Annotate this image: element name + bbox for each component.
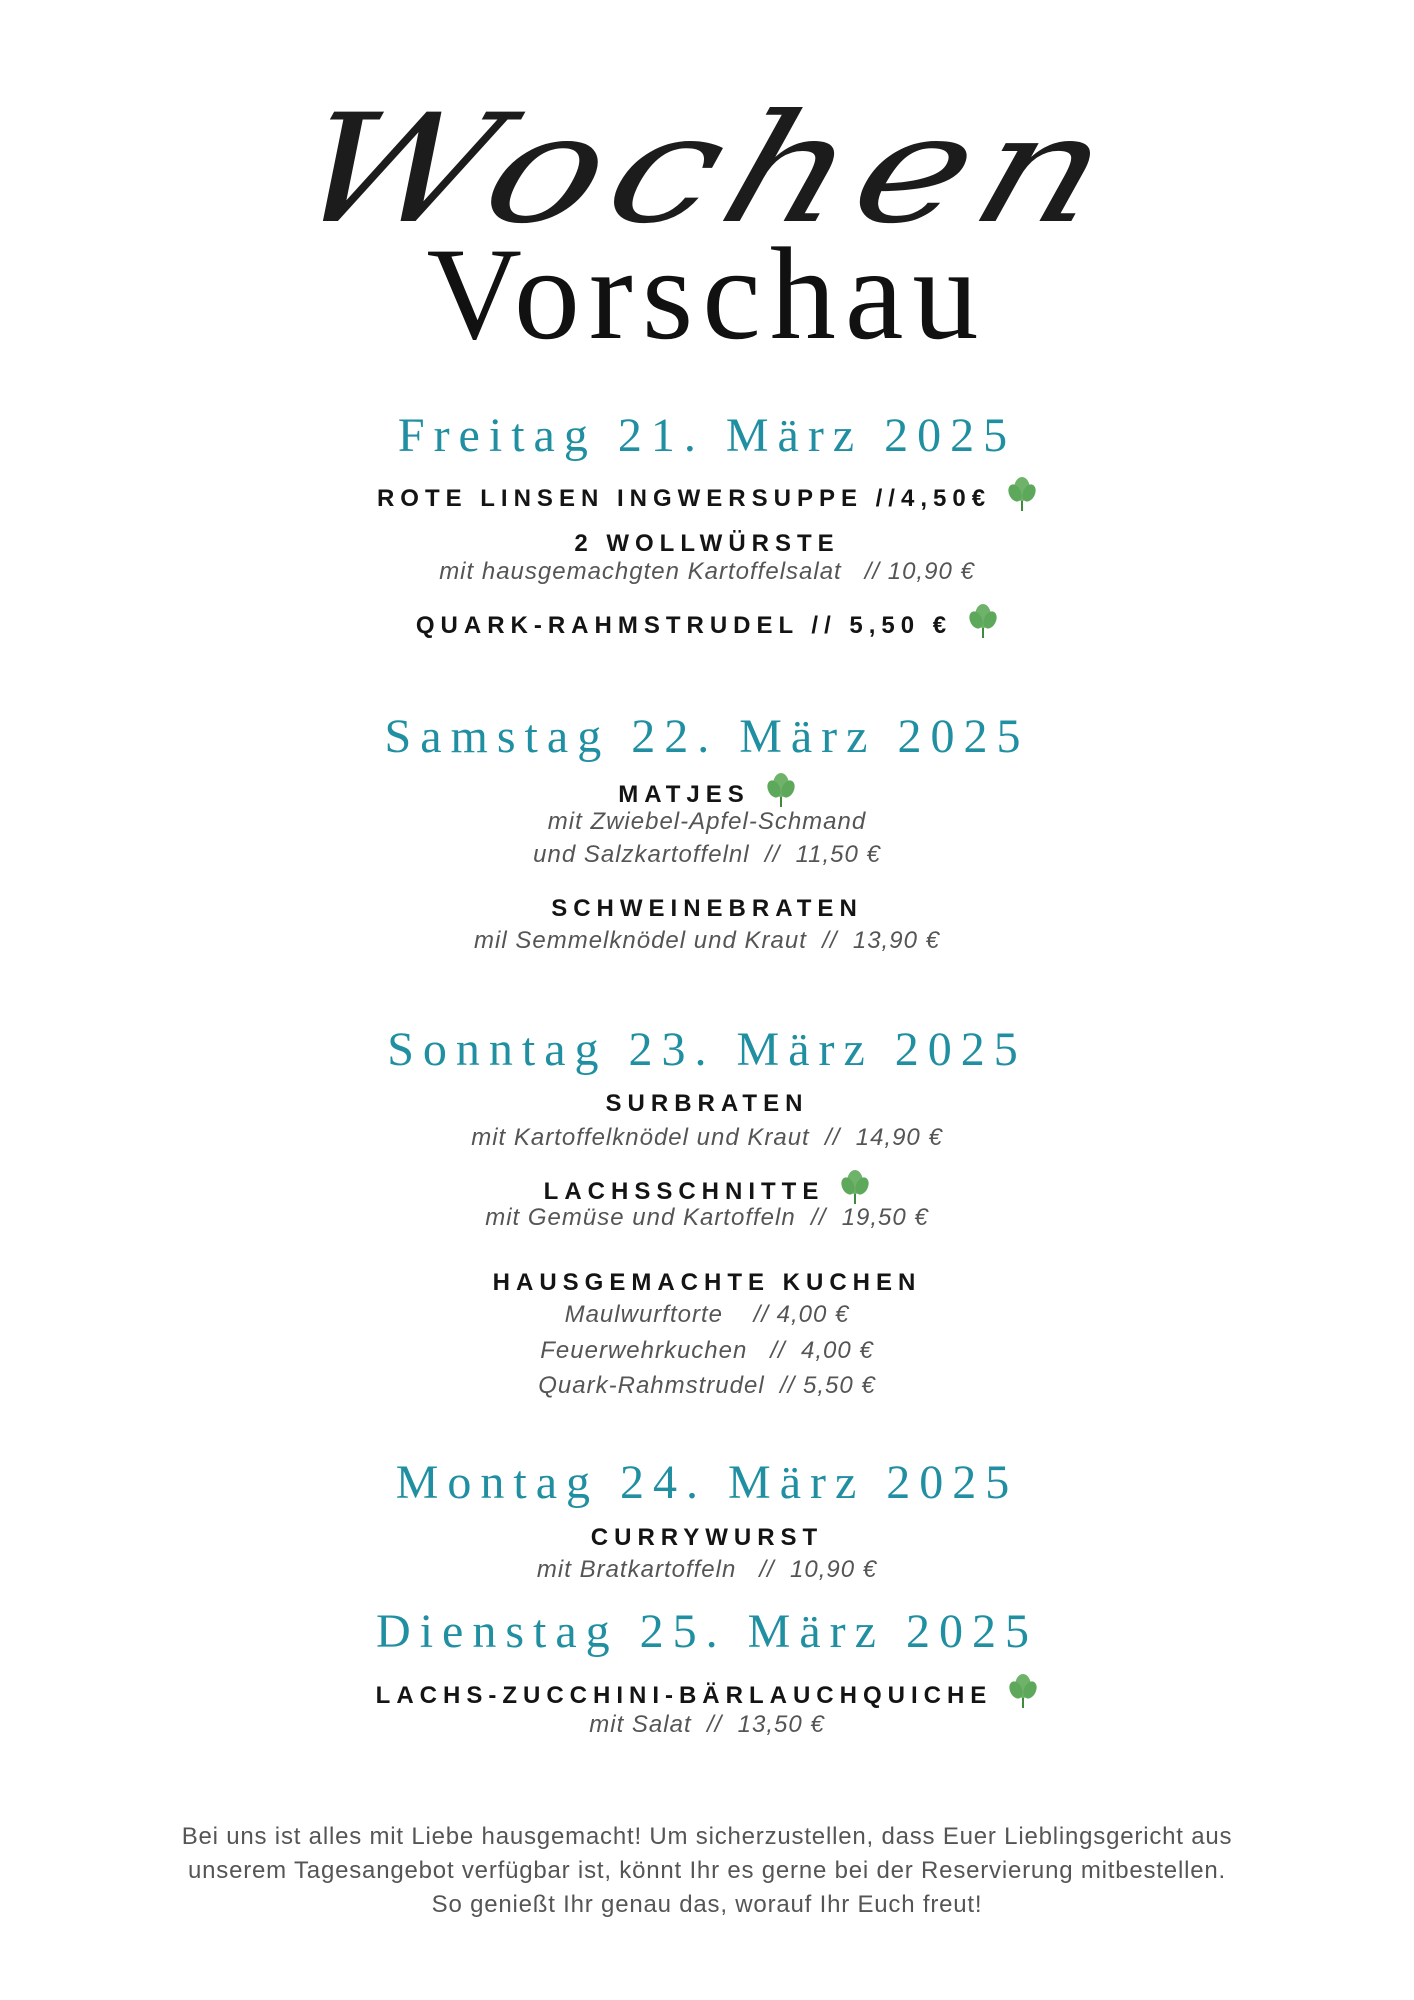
day-heading-tuesday: Dienstag 25. März 2025	[376, 1605, 1038, 1658]
dish-description: mit hausgemachgten Kartoffelsalat // 10,90 €	[439, 558, 975, 585]
page-title: Vorschau	[426, 220, 988, 367]
dish-description: mit Zwiebel-Apfel-Schmand	[547, 808, 867, 835]
dish-name: SURBRATEN	[605, 1090, 809, 1117]
footer-line: Bei uns ist alles mit Liebe hausgemacht! Um sicherzustellen, dass Euer Lieblingsgericht aus	[181, 1823, 1233, 1850]
leaf-icon	[968, 603, 998, 644]
dish-description: mit Bratkartoffeln // 10,90 €	[536, 1556, 878, 1583]
dish-description: mit Kartoffelknödel und Kraut // 14,90 €	[471, 1124, 943, 1151]
footer-line: So genießt Ihr genau das, worauf Ihr Euch freut!	[431, 1891, 983, 1918]
dish-name-text: QUARK-RAHMSTRUDEL // 5,50 €	[415, 611, 953, 639]
dish-name-text: LACHS-ZUCCHINI-BÄRLAUCHQUICHE	[375, 1681, 993, 1709]
dish-name: SCHWEINEBRATEN	[551, 895, 863, 922]
dish-description: Maulwurftorte // 4,00 €	[564, 1301, 850, 1328]
leaf-icon	[1008, 1673, 1038, 1714]
dish-description: Quark-Rahmstrudel // 5,50 €	[538, 1372, 876, 1399]
dish-name: CURRYWURST	[590, 1524, 824, 1551]
dish-name: 2 WOLLWÜRSTE	[574, 530, 840, 557]
dish-name-text: ROTE LINSEN INGWERSUPPE //4,50€	[376, 484, 992, 512]
leaf-icon	[766, 772, 796, 813]
dish-description: mit Gemüse und Kartoffeln // 19,50 €	[485, 1204, 929, 1231]
dish-description: mil Semmelknödel und Kraut // 13,90 €	[474, 927, 940, 954]
footer-line: unserem Tagesangebot verfügbar ist, könnt Ihr es gerne bei der Reservierung mitbestellen.	[188, 1857, 1226, 1884]
day-heading-monday: Montag 24. März 2025	[395, 1456, 1019, 1509]
dish-name-text: LACHSSCHNITTE	[543, 1177, 825, 1205]
dish-description: mit Salat // 13,50 €	[589, 1711, 825, 1738]
dish-name	[0, 482, 1414, 517]
day-heading-sunday: Sonntag 23. März 2025	[387, 1023, 1027, 1076]
dish-name-text: MATJES	[618, 780, 750, 808]
dish-description: und Salzkartoffelnl // 11,50 €	[533, 841, 881, 868]
title-script: Wochen	[274, 83, 1140, 257]
dish-description: Feuerwehrkuchen // 4,00 €	[540, 1337, 874, 1364]
leaf-icon	[1007, 476, 1037, 517]
day-heading-friday: Freitag 21. März 2025	[397, 409, 1017, 462]
dish-name: HAUSGEMACHTE KUCHEN	[492, 1269, 922, 1296]
day-heading-saturday: Samstag 22. März 2025	[384, 710, 1030, 763]
dish-name	[0, 1679, 1414, 1714]
dish-name	[0, 609, 1414, 644]
